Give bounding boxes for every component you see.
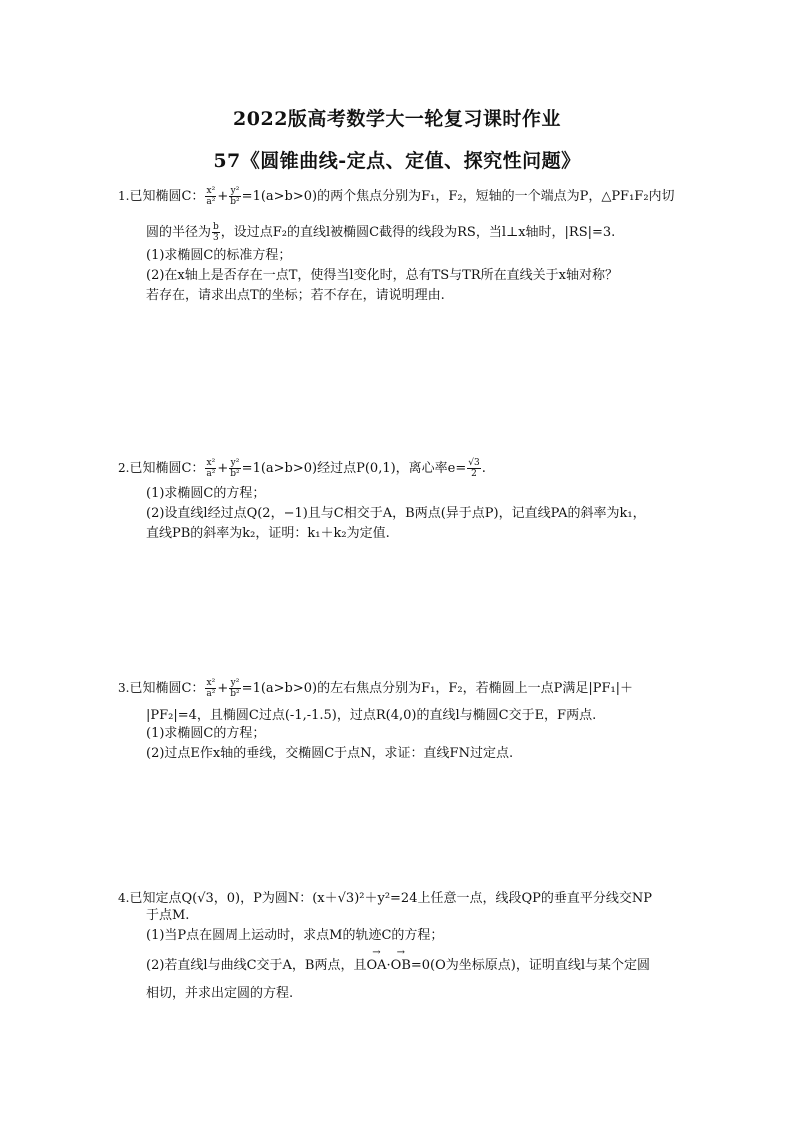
problem-2-q2a: (2)设直线l经过点Q(2，−1)且与C相交于A，B两点(异于点P)，记直线PA的斜率为k₁， [146, 506, 646, 521]
fraction-sqrt3-over-2: $\frac{√3}{2}$ [468, 458, 480, 479]
problem-lead: 已知椭圆C： [129, 189, 205, 204]
problem-3-q1: (1)求椭圆C的方程； [146, 726, 266, 741]
problem-1-q2a: (2)在x轴上是否存在一点T，使得当l变化时，总有TS与TR所在直线关于x轴对称？ [146, 268, 618, 283]
problem-3-line-2: |PF₂|=4，且椭圆C过点(-1,-1.5)，过点R(4,0)的直线l与椭圆C交于E，F两点. [146, 708, 597, 723]
vector-ob: → OB [391, 956, 411, 976]
problem-number: 1. [118, 189, 130, 203]
fraction-y-over-b: $\frac{\text{y²}}{\text{b²}}$ [230, 186, 240, 207]
fraction-x-over-a: $\frac{\text{x²}}{\text{a²}}$ [206, 458, 216, 479]
fraction-x-over-a: $\frac{\text{x²}}{\text{a²}}$ [206, 186, 216, 207]
problem-4-line-2: 于点M. [146, 908, 190, 923]
problem-3-q2: (2)过点E作x轴的垂线，交椭圆C于点N，求证：直线FN过定点. [146, 746, 514, 761]
sqrt-3: √3 [337, 891, 355, 906]
problem-4-line-1: 4.已知定点Q(√3，0)，P为圆N：(x＋√3)²＋y²=24上任意一点，线段QP的垂直平分线交NP [118, 891, 652, 906]
problem-4-q2a: (2)若直线l与曲线C交于A，B两点，且→ OA·→ OB=0(O为坐标原点)，证明直线l与某个定圆 [146, 956, 650, 976]
vector-oa: → OA [366, 956, 386, 976]
problem-1-q1: (1)求椭圆C的标准方程； [146, 248, 292, 263]
page-subtitle: 57《圆锥曲线-定点、定值、探究性问题》 [213, 150, 581, 172]
problem-4-q1: (1)当P点在圆周上运动时，求点M的轨迹C的方程； [146, 928, 444, 943]
problem-1-line-1: 1.已知椭圆C： $\frac{\text{x²}}{\text{a²}}$ + $\frac{\text{y²}}{\text{b²}}$ =1(a>b>0)的两个焦点分别为F₁，F₂，短轴的一个端点为P，△PF₁F₂内切 [118, 186, 675, 207]
fraction-b-over-3: $\frac{b}{3}$ [213, 222, 219, 243]
fraction-y-over-b: $\frac{\text{y²}}{\text{b²}}$ [230, 458, 240, 479]
problem-2-line-1: 2.已知椭圆C： $\frac{\text{x²}}{\text{a²}}$ + $\frac{\text{y²}}{\text{b²}}$ =1(a>b>0)经过点P(0,1)，离心率e= $\frac{√3}{2}$ . [118, 458, 486, 479]
problem-4-q2b: 相切，并求出定圆的方程. [146, 986, 294, 1001]
sqrt-3: √3 [197, 891, 214, 906]
fraction-x-over-a: $\frac{\text{x²}}{\text{a²}}$ [206, 678, 216, 699]
problem-text: =1(a>b>0)的两个焦点分别为F₁，F₂，短轴的一个端点为P，△PF₁F₂内切 [241, 189, 675, 204]
problem-1-q2b: 若存在，请求出点T的坐标；若不存在，请说明理由. [146, 288, 445, 303]
problem-2-q2b: 直线PB的斜率为k₂，证明：k₁＋k₂为定值. [146, 526, 390, 541]
problem-1-line-2: 圆的半径为 $\frac{b}{3}$ ，设过点F₂的直线l被椭圆C截得的线段为RS，当l⊥x轴时，|RS|=3. [146, 222, 616, 243]
fraction-y-over-b: $\frac{\text{y²}}{\text{b²}}$ [230, 678, 240, 699]
problem-2-q1: (1)求椭圆C的方程； [146, 486, 266, 501]
page-title: 2022版高考数学大一轮复习课时作业 [233, 108, 561, 130]
problem-3-line-1: 3.已知椭圆C： $\frac{\text{x²}}{\text{a²}}$ + $\frac{\text{y²}}{\text{b²}}$ =1(a>b>0)的左右焦点分别为F₁，F₂，若椭圆上一点P满足|PF₁|＋ [118, 678, 634, 699]
